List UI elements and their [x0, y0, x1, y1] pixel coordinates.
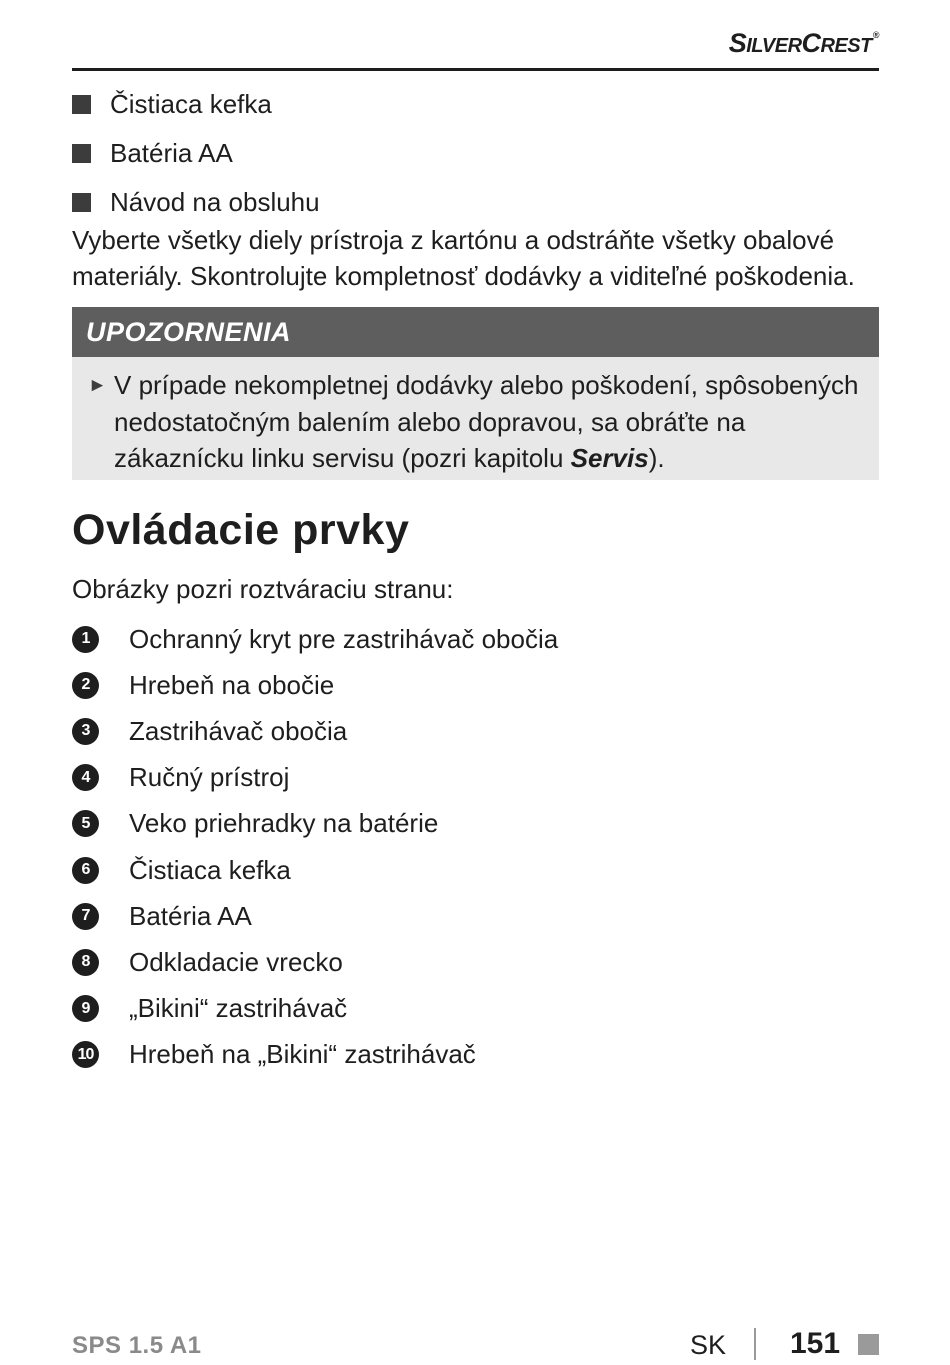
- number-badge-icon: 1: [72, 626, 99, 653]
- number-badge-icon: 8: [72, 949, 99, 976]
- part-label: Čistiaca kefka: [129, 854, 291, 885]
- intro-paragraph: Vyberte všetky diely prístroja z kartónu a odstráňte všetky obalové materiály. Skontrolujte kompletnosť dodávky a viditeľné poškodenia.: [72, 225, 855, 291]
- list-item: [72, 986, 879, 1032]
- section-lead: Obrázky pozri roztváraciu stranu:: [72, 574, 454, 604]
- section-title: Ovládacie prvky: [72, 506, 410, 554]
- list-item: [72, 708, 879, 754]
- list-item: [72, 129, 879, 178]
- list-item: [72, 80, 879, 129]
- list-item-label: Návod na obsluhu: [110, 187, 320, 217]
- part-label: Batéria AA: [129, 900, 252, 931]
- servis-reference: Servis: [570, 443, 649, 473]
- list-item: [72, 1032, 879, 1078]
- list-item: [72, 662, 879, 708]
- warning-text: V prípade nekompletnej dodávky alebo poškodení, spôsobených nedostatočným balením alebo dopravou, sa obráťte na zákaznícku linku servisu (pozri kapitolu Servis).: [114, 370, 859, 473]
- bullet-square-icon: [72, 193, 91, 212]
- bullet-square-icon: [72, 95, 91, 114]
- number-badge-icon: 6: [72, 857, 99, 884]
- footer-square-icon: [858, 1334, 879, 1355]
- page-number: 151: [790, 1327, 841, 1360]
- footer-language: SK: [690, 1330, 727, 1360]
- part-label: Ochranný kryt pre zastrihávač obočia: [129, 623, 559, 654]
- list-item: [72, 616, 879, 662]
- bullet-square-icon: [72, 144, 91, 163]
- list-item-label: Čistiaca kefka: [110, 89, 272, 119]
- part-label: Odkladacie vrecko: [129, 946, 343, 977]
- part-label: Hrebeň na obočie: [129, 669, 335, 700]
- number-badge-icon: 9: [72, 995, 99, 1022]
- list-item: [72, 801, 879, 847]
- number-badge-icon: 7: [72, 903, 99, 930]
- list-item: [72, 755, 879, 801]
- list-item: [72, 178, 879, 227]
- list-item: [72, 893, 879, 939]
- number-badge-icon: 2: [72, 672, 99, 699]
- footer-divider: [754, 1328, 756, 1360]
- part-label: Ručný prístroj: [129, 762, 290, 793]
- brand-logo: SILVERCREST®: [728, 28, 879, 58]
- bullet-list: [72, 80, 879, 227]
- footer-model: SPS 1.5 A1: [72, 1332, 202, 1359]
- part-label: Veko priehradky na batérie: [129, 808, 439, 839]
- list-item-label: Batéria AA: [110, 138, 233, 168]
- number-badge-icon: 5: [72, 810, 99, 837]
- warning-title: UPOZORNENIA: [72, 307, 879, 357]
- arrow-right-icon: ►: [88, 375, 107, 396]
- part-label: Zastrihávač obočia: [129, 715, 348, 746]
- number-badge-icon: 10: [72, 1041, 99, 1068]
- number-badge-icon: 4: [72, 764, 99, 791]
- part-label: Hrebeň na „Bikini“ zastrihávač: [129, 1039, 476, 1070]
- parts-list: [72, 616, 879, 1078]
- part-label: „Bikini“ zastrihávač: [129, 993, 348, 1024]
- header-rule: [72, 68, 879, 71]
- number-badge-icon: 3: [72, 718, 99, 745]
- warning-box: [72, 357, 879, 480]
- list-item: [72, 847, 879, 893]
- list-item: [72, 939, 879, 985]
